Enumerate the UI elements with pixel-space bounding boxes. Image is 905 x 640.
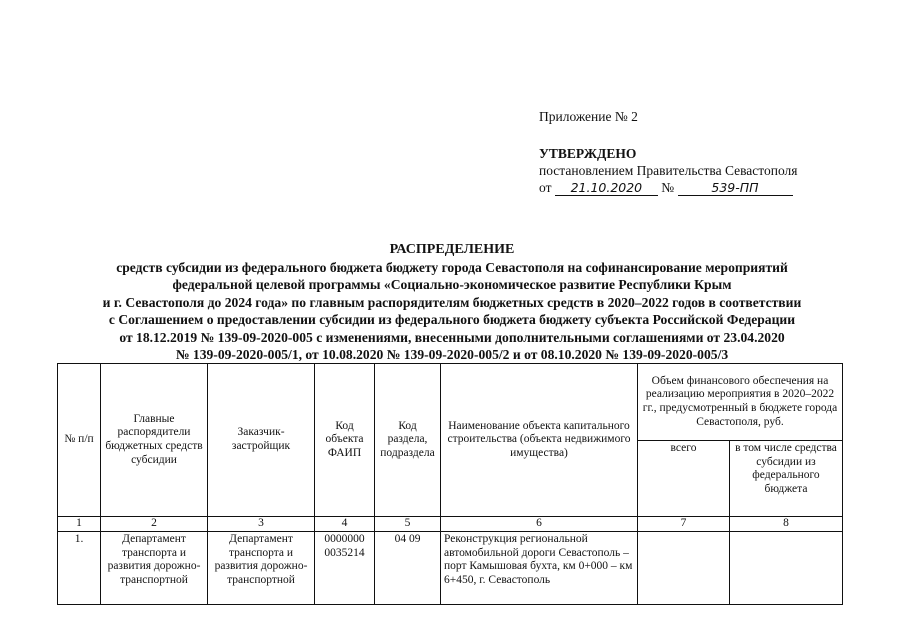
resolution-date-number [539,179,879,196]
column-number: 3 [208,517,315,532]
annex-number: Приложение № 2 [539,109,638,124]
header-num: № п/п [58,364,101,517]
row-object-name: Реконструкция региональной автомобильной дороги Севастополь – порт Камышовая бухта, км 0+000 – км 6+450, г. Севастополь [441,532,638,605]
document-title: РАСПРЕДЕЛЕНИЕ [389,242,515,257]
column-number: 5 [375,517,441,532]
header-customer: Заказчик-застройщик [208,364,315,517]
resolution-text: постановлением Правительства Севастополя [539,163,798,178]
heading-line: от 18.12.2019 № 139-09-2020-005 с изменениями, внесенными дополнительными соглашениями от 23.04.2020 [119,329,785,345]
column-number: 7 [638,517,730,532]
handwritten-date: 21.10.2020 [555,180,658,196]
column-number-row [58,517,843,532]
approval-block [539,108,879,196]
column-number: 6 [441,517,638,532]
row-section-code: 04 09 [375,532,441,605]
distribution-table [57,363,843,605]
header-managers: Главные распорядители бюджетных средств субсидии [101,364,208,517]
row-total [638,532,730,605]
header-funding-federal: в том числе средства субсидии из федерального бюджета [730,441,843,517]
column-number: 8 [730,517,843,532]
heading-line: с Соглашением о предоставлении субсидии из федерального бюджета бюджету субъекта Российской Федерации [108,312,796,327]
row-num: 1. [58,532,101,605]
document-heading [52,241,852,364]
row-faip-code: 0000000 0035214 [315,532,375,605]
approved-label: УТВЕРЖДЕНО [539,146,637,161]
column-number: 4 [315,517,375,532]
heading-line: федеральной целевой программы «Социально-экономическое развитие Республики Крым [172,277,732,292]
header-funding: Объем финансового обеспечения на реализацию мероприятия в 2020–2022 гг., предусмотренный в бюджете города Севастополя, руб. [638,364,843,441]
number-prefix: № [661,180,675,195]
header-faip-code: Код объекта ФАИП [315,364,375,517]
header-section-code: Код раздела, подраздела [375,364,441,517]
heading-line: № 139-09-2020-005/1, от 10.08.2020 № 139-09-2020-005/2 и от 08.10.2020 № 139-09-2020-005/3 [175,347,729,362]
heading-line: и г. Севастополя до 2024 года» по главным распорядителям бюджетных средств в 2020–2022 годов в соответствии [102,294,802,310]
table-row [58,532,843,605]
row-customer: Департамент транспорта и развития дорожно-транспортной [208,532,315,605]
heading-line: средств субсидии из федерального бюджета бюджету города Севастополя на софинансирование мероприятий [116,259,788,275]
column-number: 1 [58,517,101,532]
handwritten-number: 539-ПП [678,180,793,196]
date-prefix: от [539,180,552,195]
row-manager: Департамент транспорта и развития дорожно-транспортной [101,532,208,605]
header-object-name: Наименование объекта капитального строительства (объекта недвижимого имущества) [441,364,638,517]
header-funding-total: всего [638,441,730,517]
row-federal [730,532,843,605]
column-number: 2 [101,517,208,532]
